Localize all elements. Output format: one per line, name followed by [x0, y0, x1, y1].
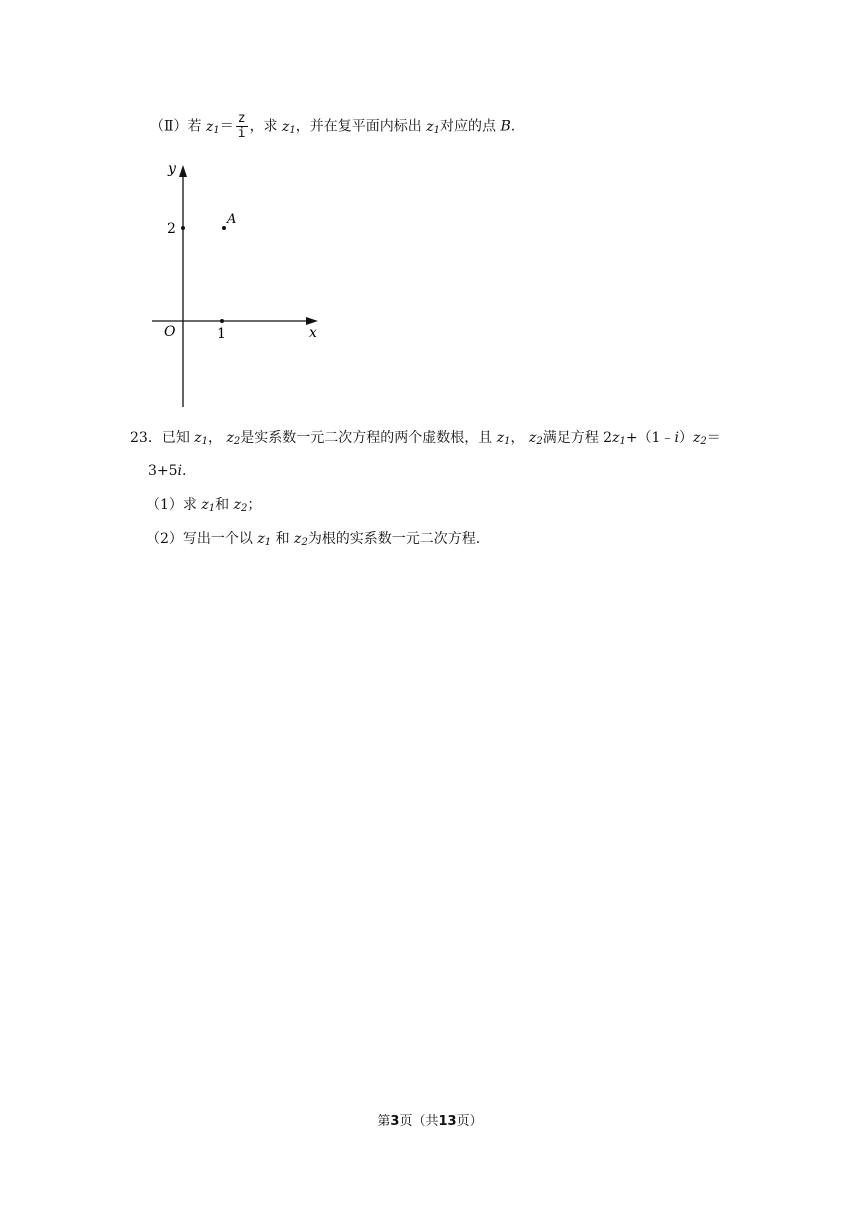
- var-z2: $z_2$: [294, 531, 308, 548]
- problem23-q2: [146, 529, 480, 553]
- var-i: i: [177, 463, 183, 479]
- footer-text: 页）: [456, 1114, 483, 1129]
- q2-label: （2）写出一个以: [146, 531, 253, 547]
- x-tick-dot: [220, 319, 224, 323]
- text-qiu: ，求: [249, 118, 278, 135]
- total-pages: 13: [438, 1114, 457, 1129]
- y-axis-label: y: [168, 161, 176, 177]
- text-and: 和: [215, 497, 230, 513]
- text-and: 和: [275, 531, 290, 547]
- problem23-q1: [146, 495, 261, 519]
- fraction-z-over-i: $\frac{z}{i}$: [237, 111, 246, 141]
- paren-close: ）: [678, 430, 693, 446]
- var-z2: $z_2$: [226, 430, 241, 447]
- text-plus: +（1﹣: [625, 430, 675, 446]
- page-footer: [0, 1110, 860, 1129]
- q1-label: （1）求: [146, 497, 197, 513]
- x-axis-label: x: [309, 325, 317, 341]
- x-axis-arrow: [306, 317, 318, 325]
- problem23-line1: [130, 428, 721, 452]
- comma: ，: [208, 430, 223, 446]
- point-b-label: B: [500, 118, 511, 135]
- period: .: [510, 118, 516, 135]
- equals-sign: ＝: [706, 430, 721, 446]
- text-rhs: 3+5: [148, 463, 178, 479]
- var-z1: $z_1$: [201, 497, 216, 514]
- text-point: 对应的点: [440, 118, 496, 135]
- var-z1: $z_1$: [205, 118, 220, 136]
- problem-number: 23．: [130, 430, 162, 446]
- var-z2: $z_2$: [692, 430, 707, 447]
- var-z1: $z_1$: [612, 430, 626, 447]
- part2-label: （Ⅱ）若: [150, 118, 202, 135]
- var-z1-c: $z_1$: [426, 118, 440, 136]
- y-tick-label-2: 2: [167, 221, 176, 237]
- semicolon: ；: [247, 497, 262, 513]
- var-z2: $z_2$: [233, 497, 248, 514]
- origin-label: O: [164, 324, 176, 340]
- period: .: [182, 463, 187, 479]
- x-tick-label-1: 1: [217, 326, 226, 342]
- comma: ，: [510, 430, 525, 446]
- y-tick-dot: [181, 226, 185, 230]
- var-z1: $z_1$: [194, 430, 209, 447]
- problem23-line2: [148, 461, 186, 481]
- var-z1-b: $z_1$: [282, 118, 296, 136]
- text-given: 已知: [161, 430, 190, 446]
- y-axis-arrow: [179, 165, 187, 177]
- complex-plane-figure: [150, 155, 340, 410]
- page-number: 3: [390, 1114, 400, 1129]
- footer-text: 第: [377, 1114, 391, 1129]
- footer-text: 页（共: [399, 1114, 439, 1129]
- text-equation: 为根的实系数一元二次方程.: [307, 531, 481, 547]
- var-z1: $z_1$: [257, 531, 272, 548]
- point-a-label: A: [227, 212, 237, 227]
- equals-sign: ＝: [219, 118, 234, 135]
- text-satisfy: 满足方程 2: [542, 430, 613, 446]
- text-roots: 是实系数一元二次方程的两个虚数根，且: [240, 430, 493, 446]
- point-a: [222, 226, 226, 230]
- text-mark: ，并在复平面内标出: [295, 118, 422, 135]
- var-z1: $z_1$: [496, 430, 511, 447]
- var-i: i: [674, 430, 679, 446]
- problem22-part2-line: [150, 112, 515, 143]
- var-z2: $z_2$: [528, 430, 543, 447]
